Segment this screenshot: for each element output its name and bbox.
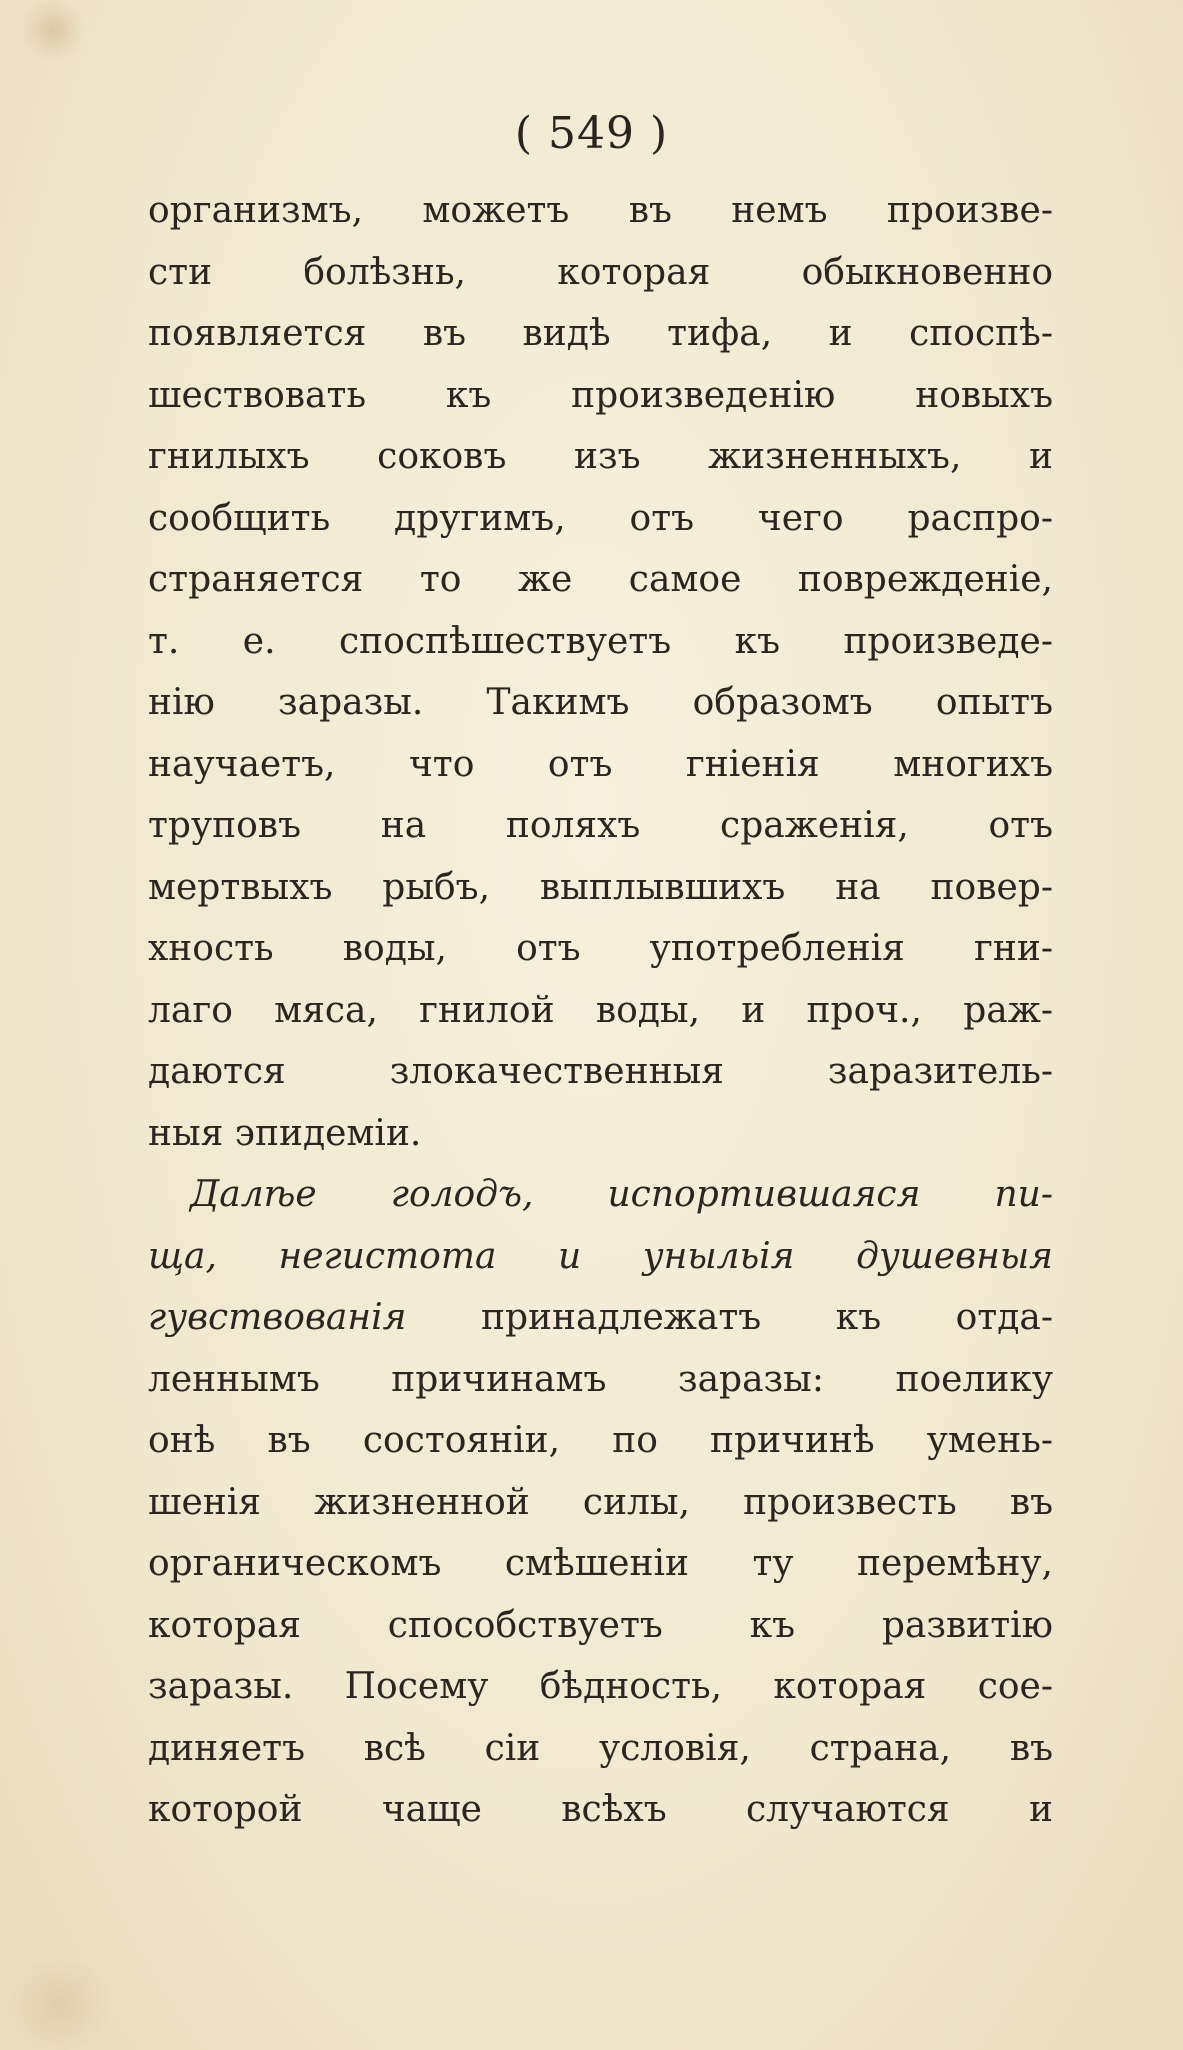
paper-stain [0,1960,120,2050]
text-line: научаетъ, что отъ гніенія многихъ [148,743,1053,785]
text-line: сти болѣзнь, которая обыкновенно [148,251,1053,293]
text-line-italic: Далѣе голодъ, испортившаяся пи- [190,1174,1053,1215]
text-line: гнилыхъ соковъ изъ жизненныхъ, и [148,436,1053,477]
text-line: которая способствуетъ къ развитію [148,1604,1053,1646]
text-line: онѣ въ состояніи, по причинѣ умень- [148,1420,1053,1461]
text-line: страняется то же самое поврежденіе, [148,559,1053,600]
text-line: т. е. споспѣшествуетъ къ произведе- [148,620,1053,662]
text-line: организмъ, можетъ въ немъ произве- [148,190,1053,231]
page-number: ( 549 ) [514,108,669,159]
text-line: нію заразы. Такимъ образомъ опытъ [148,682,1053,723]
paper-stain [18,0,88,60]
text-line: диняетъ всѣ сіи условія, страна, въ [148,1727,1053,1769]
text-line: труповъ на поляхъ сраженія, отъ [148,805,1053,846]
text-line: даются злокачественныя заразитель- [148,1051,1053,1092]
text-line: сообщить другимъ, отъ чего распро- [148,497,1053,539]
text-line: шенія жизненной силы, произвесть въ [148,1481,1053,1523]
roman-phrase: принадлежатъ къ отда- [480,1297,1053,1338]
text-line: которой чаще всѣхъ случаются и [148,1789,1053,1830]
text-line: хность воды, отъ употребленія гни- [148,928,1053,969]
text-line-italic: ща, негистота и уныльія душевныя [148,1235,1053,1277]
text-line: мертвыхъ рыбъ, выплывшихъ на повер- [148,866,1053,908]
body-text [148,180,1053,1841]
text-line: лаго мяса, гнилой воды, и проч., раж- [148,989,1053,1031]
text-line: органическомъ смѣшеніи ту перемѣну, [148,1543,1053,1584]
italic-phrase: гувствованія [148,1297,407,1338]
text-line: заразы. Посему бѣдность, которая сое- [148,1666,1053,1707]
text-line-mixed [148,1287,1053,1349]
text-line: леннымъ причинамъ заразы: поелику [148,1358,1053,1400]
text-line: появляется въ видѣ тифа, и споспѣ- [148,313,1053,354]
text-line: шествовать къ произведенію новыхъ [148,374,1053,416]
text-line: ныя эпидеміи. [148,1112,422,1154]
